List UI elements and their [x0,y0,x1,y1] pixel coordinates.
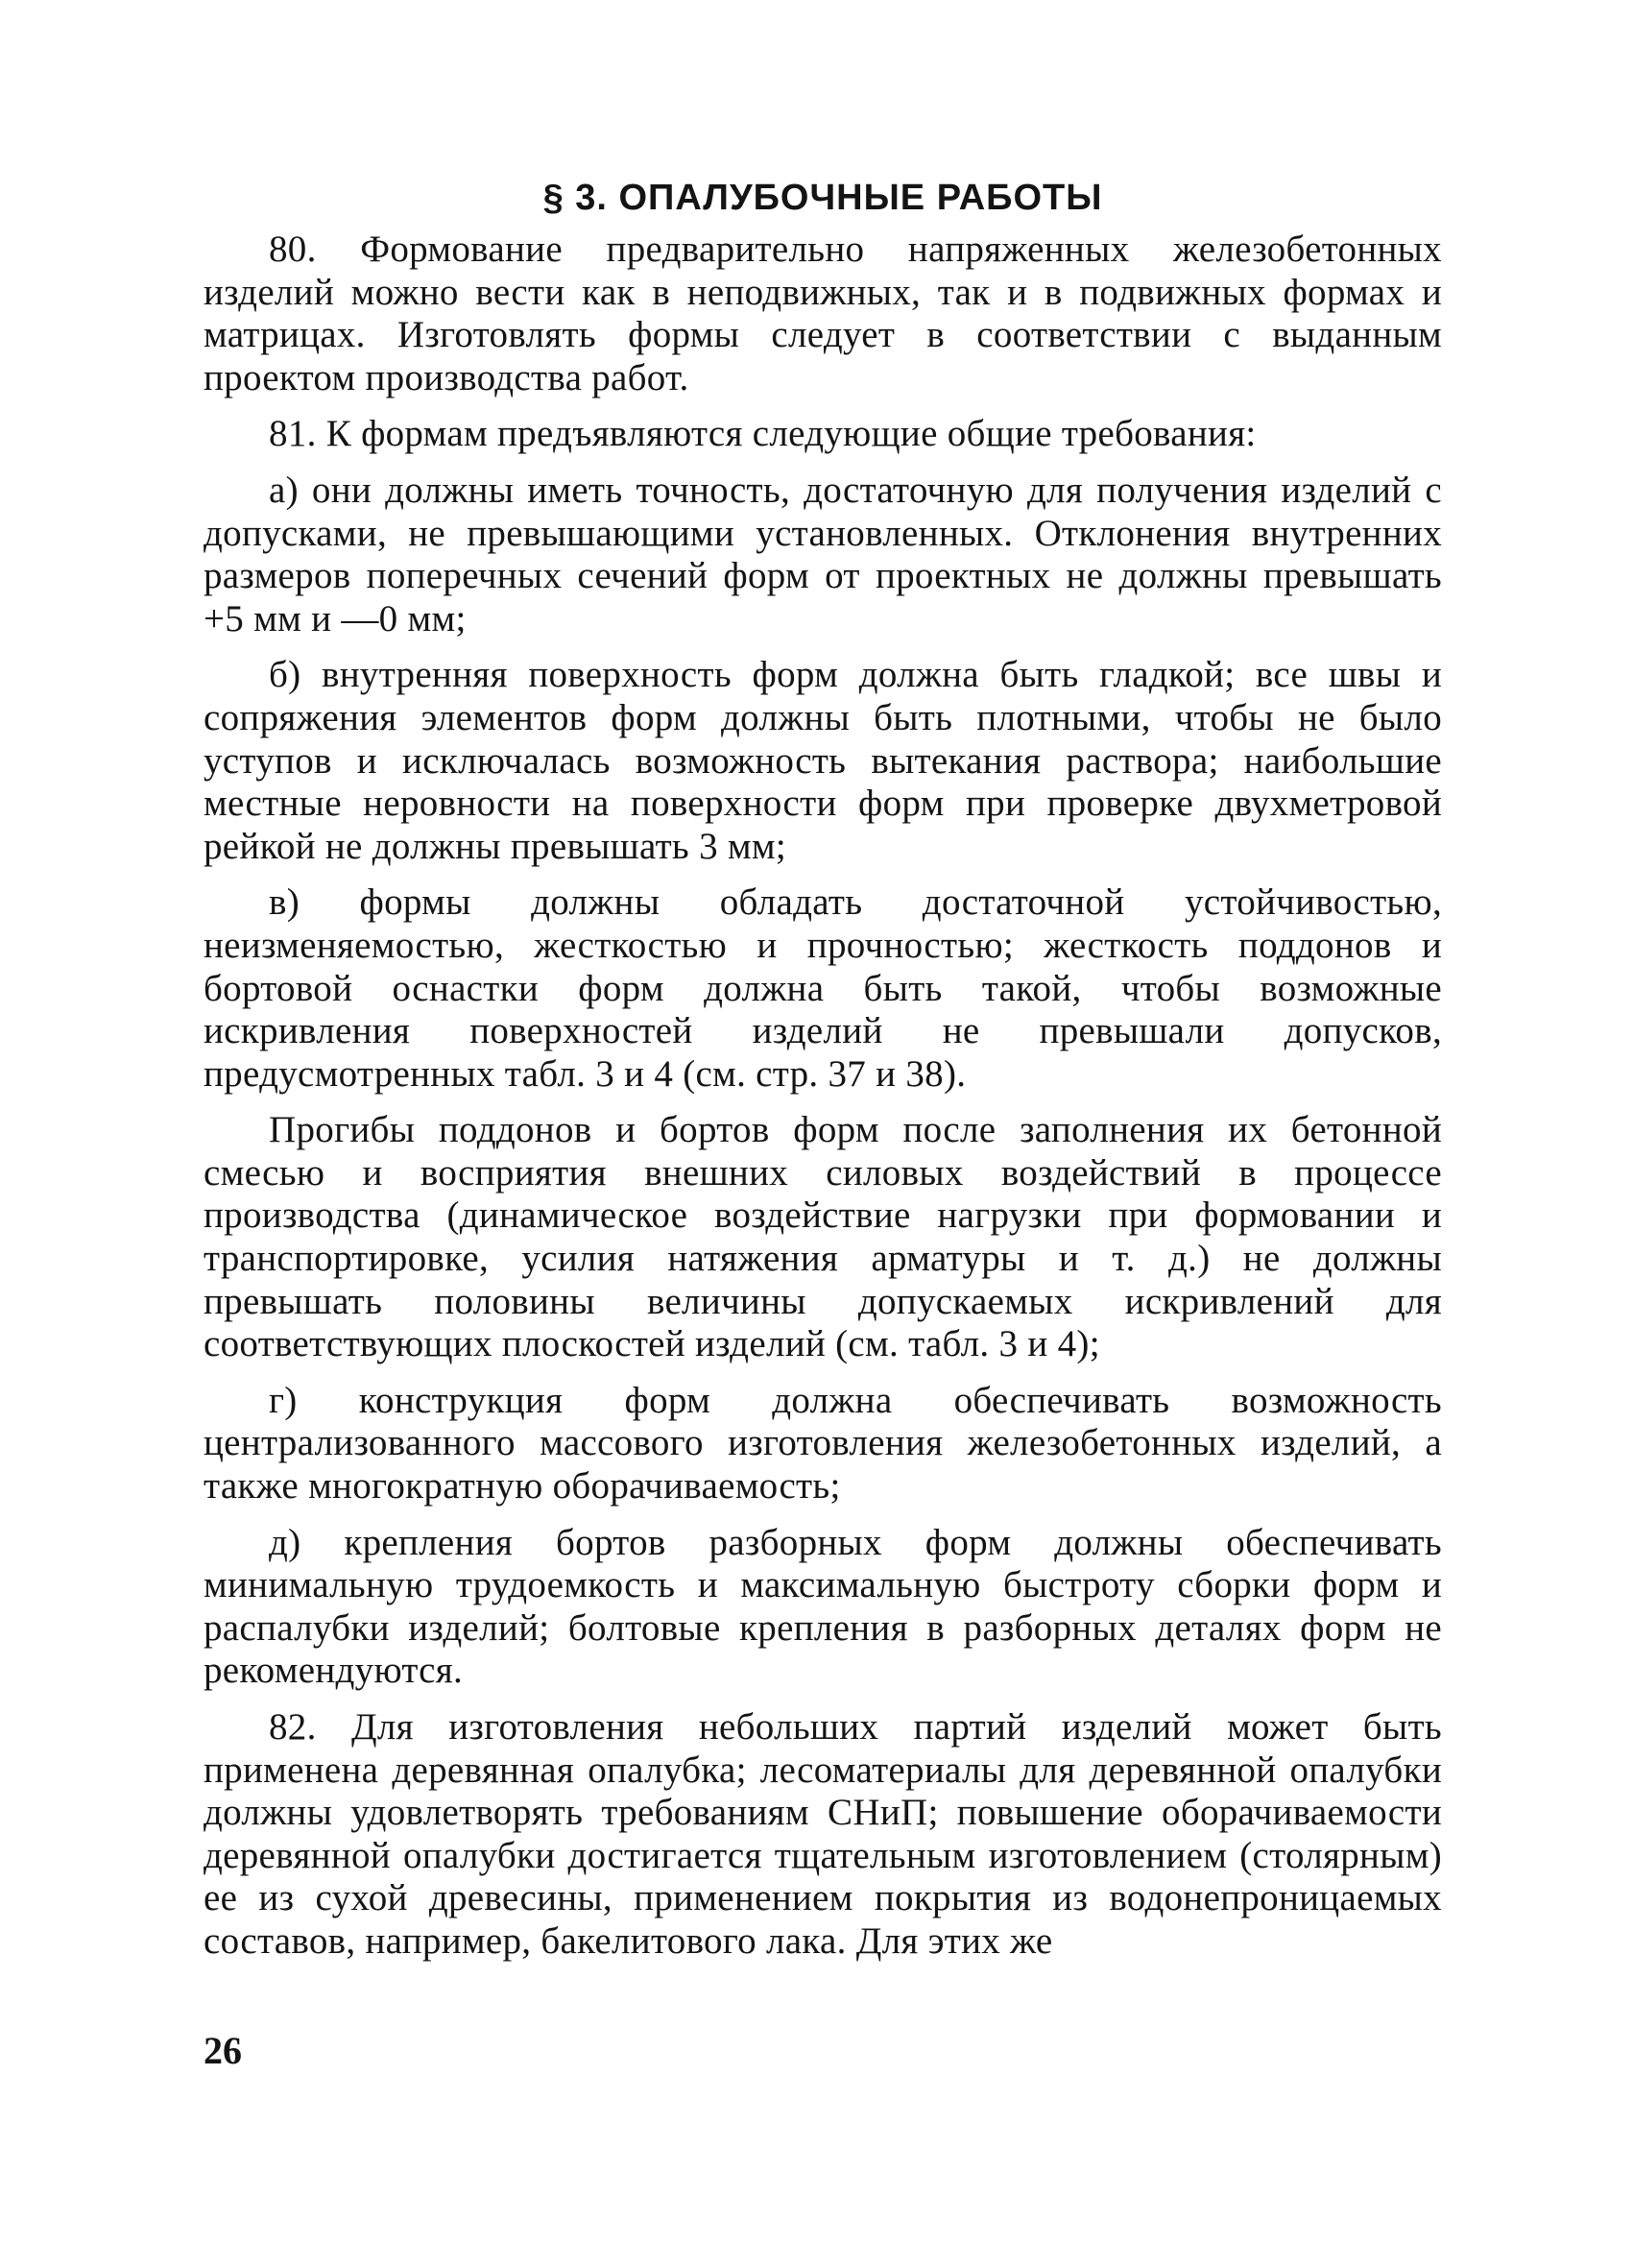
paragraph-81v: в) формы должны обладать достаточной устойчивостью, неизменяемостью, жесткостью и прочностью; жесткость поддонов и бортовой оснастки форм должна быть такой, чтобы возможные искривления поверхностей изделий не превышали допусков, предусмотренных табл. 3 и 4 (см. стр. 37 и 38). [204,881,1442,1095]
paragraph-80: 80. Формование предварительно напряженных железобетонных изделий можно вести как в неподвижных, так и в подвижных формах и матрицах. Изготовлять формы следует в соответствии с выданным проектом производства работ. [204,229,1442,398]
paragraph-81g: г) конструкция форм должна обеспечивать возможность централизованного массового изготовления железобетонных изделий, а также многократную оборачиваемость; [204,1379,1442,1508]
paragraph-81b: б) внутренняя поверхность форм должна быть гладкой; все швы и сопряжения элементов форм должны быть плотными, чтобы не было уступов и исключалась возможность вытекания раствора; наибольшие местные неровности на поверхности форм при проверке двухметровой рейкой не должны превышать 3 мм; [204,654,1442,867]
paragraph-82: 82. Для изготовления небольших партий изделий может быть применена деревянная опалубка; лесоматериалы для деревянной опалубки должны удовлетворять требованиям СНиП; повышение оборачиваемости деревянной опалубки достигается тщательным изготовлением (столярным) ее из сухой древесины, применением покрытия из водонепроницаемых составов, например, бакелитового лака. Для этих же [204,1706,1442,1962]
paragraph-81: 81. К формам предъявляются следующие общие требования: [269,413,1257,455]
text-column [204,173,1442,1977]
page-number: 26 [204,2029,242,2072]
section-heading: § 3. ОПАЛУБОЧНЫЕ РАБОТЫ [542,178,1103,218]
paragraph-81a: а) они должны иметь точность, достаточную для получения изделий с допусками, не превышающими установленных. Отклонения внутренних размеров поперечных сечений форм от проектных не должны превышать +5 мм и —0 мм; [204,469,1442,639]
paragraph-deflections: Прогибы поддонов и бортов форм после заполнения их бетонной смесью и восприятия внешних силовых воздействий в процессе производства (динамическое воздействие нагрузки при формовании и транспортировке, усилия натяжения арматуры и т. д.) не должны превышать половины величины допускаемых искривлений для соответствующих плоскостей изделий (см. табл. 3 и 4); [204,1109,1442,1365]
paragraph-81d: д) крепления бортов разборных форм должны обеспечивать минимальную трудоемкость и максимальную быстроту сборки форм и распалубки изделий; болтовые крепления в разборных деталях форм не рекомендуются. [204,1521,1442,1692]
